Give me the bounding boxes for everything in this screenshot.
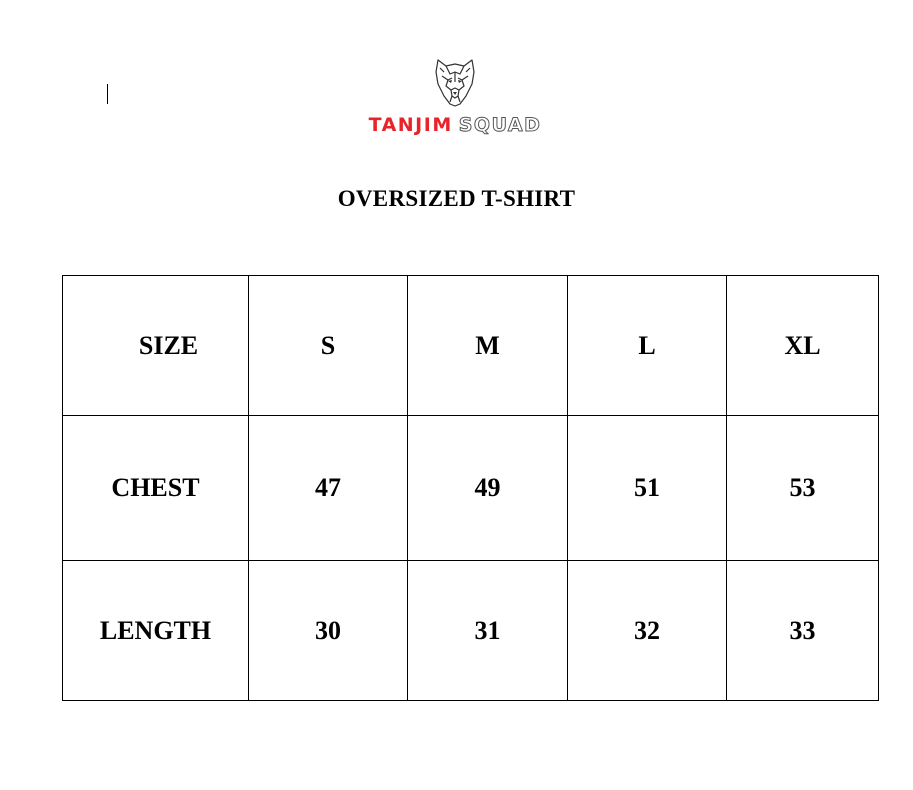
- header-cell-size: S: [249, 276, 408, 416]
- table-row: [63, 561, 879, 701]
- table-header-row: [63, 276, 879, 416]
- row-label-chest: CHEST: [63, 416, 249, 561]
- size-chart-table: [62, 275, 879, 701]
- table-cell: 53: [727, 416, 879, 561]
- brand-wordmark: [355, 114, 555, 136]
- table-cell: 32: [568, 561, 727, 701]
- row-label-length: LENGTH: [63, 561, 249, 701]
- table-cell: 31: [408, 561, 568, 701]
- brand-name-part2: SQUAD: [458, 114, 542, 136]
- header-cell-size: L: [568, 276, 727, 416]
- table-cell: 47: [249, 416, 408, 561]
- text-cursor: [107, 84, 108, 104]
- table-cell: 49: [408, 416, 568, 561]
- header-cell-size-label: SIZE: [63, 276, 249, 416]
- header-cell-size: M: [408, 276, 568, 416]
- table-cell: 33: [727, 561, 879, 701]
- table-row: [63, 416, 879, 561]
- page-title: OVERSIZED T-SHIRT: [337, 186, 576, 211]
- brand-logo: [355, 56, 555, 142]
- tiger-head-icon: [432, 56, 478, 108]
- table-cell: 51: [568, 416, 727, 561]
- brand-name-part1: TANJIM: [368, 114, 453, 136]
- table-cell: 30: [249, 561, 408, 701]
- header-cell-size: XL: [727, 276, 879, 416]
